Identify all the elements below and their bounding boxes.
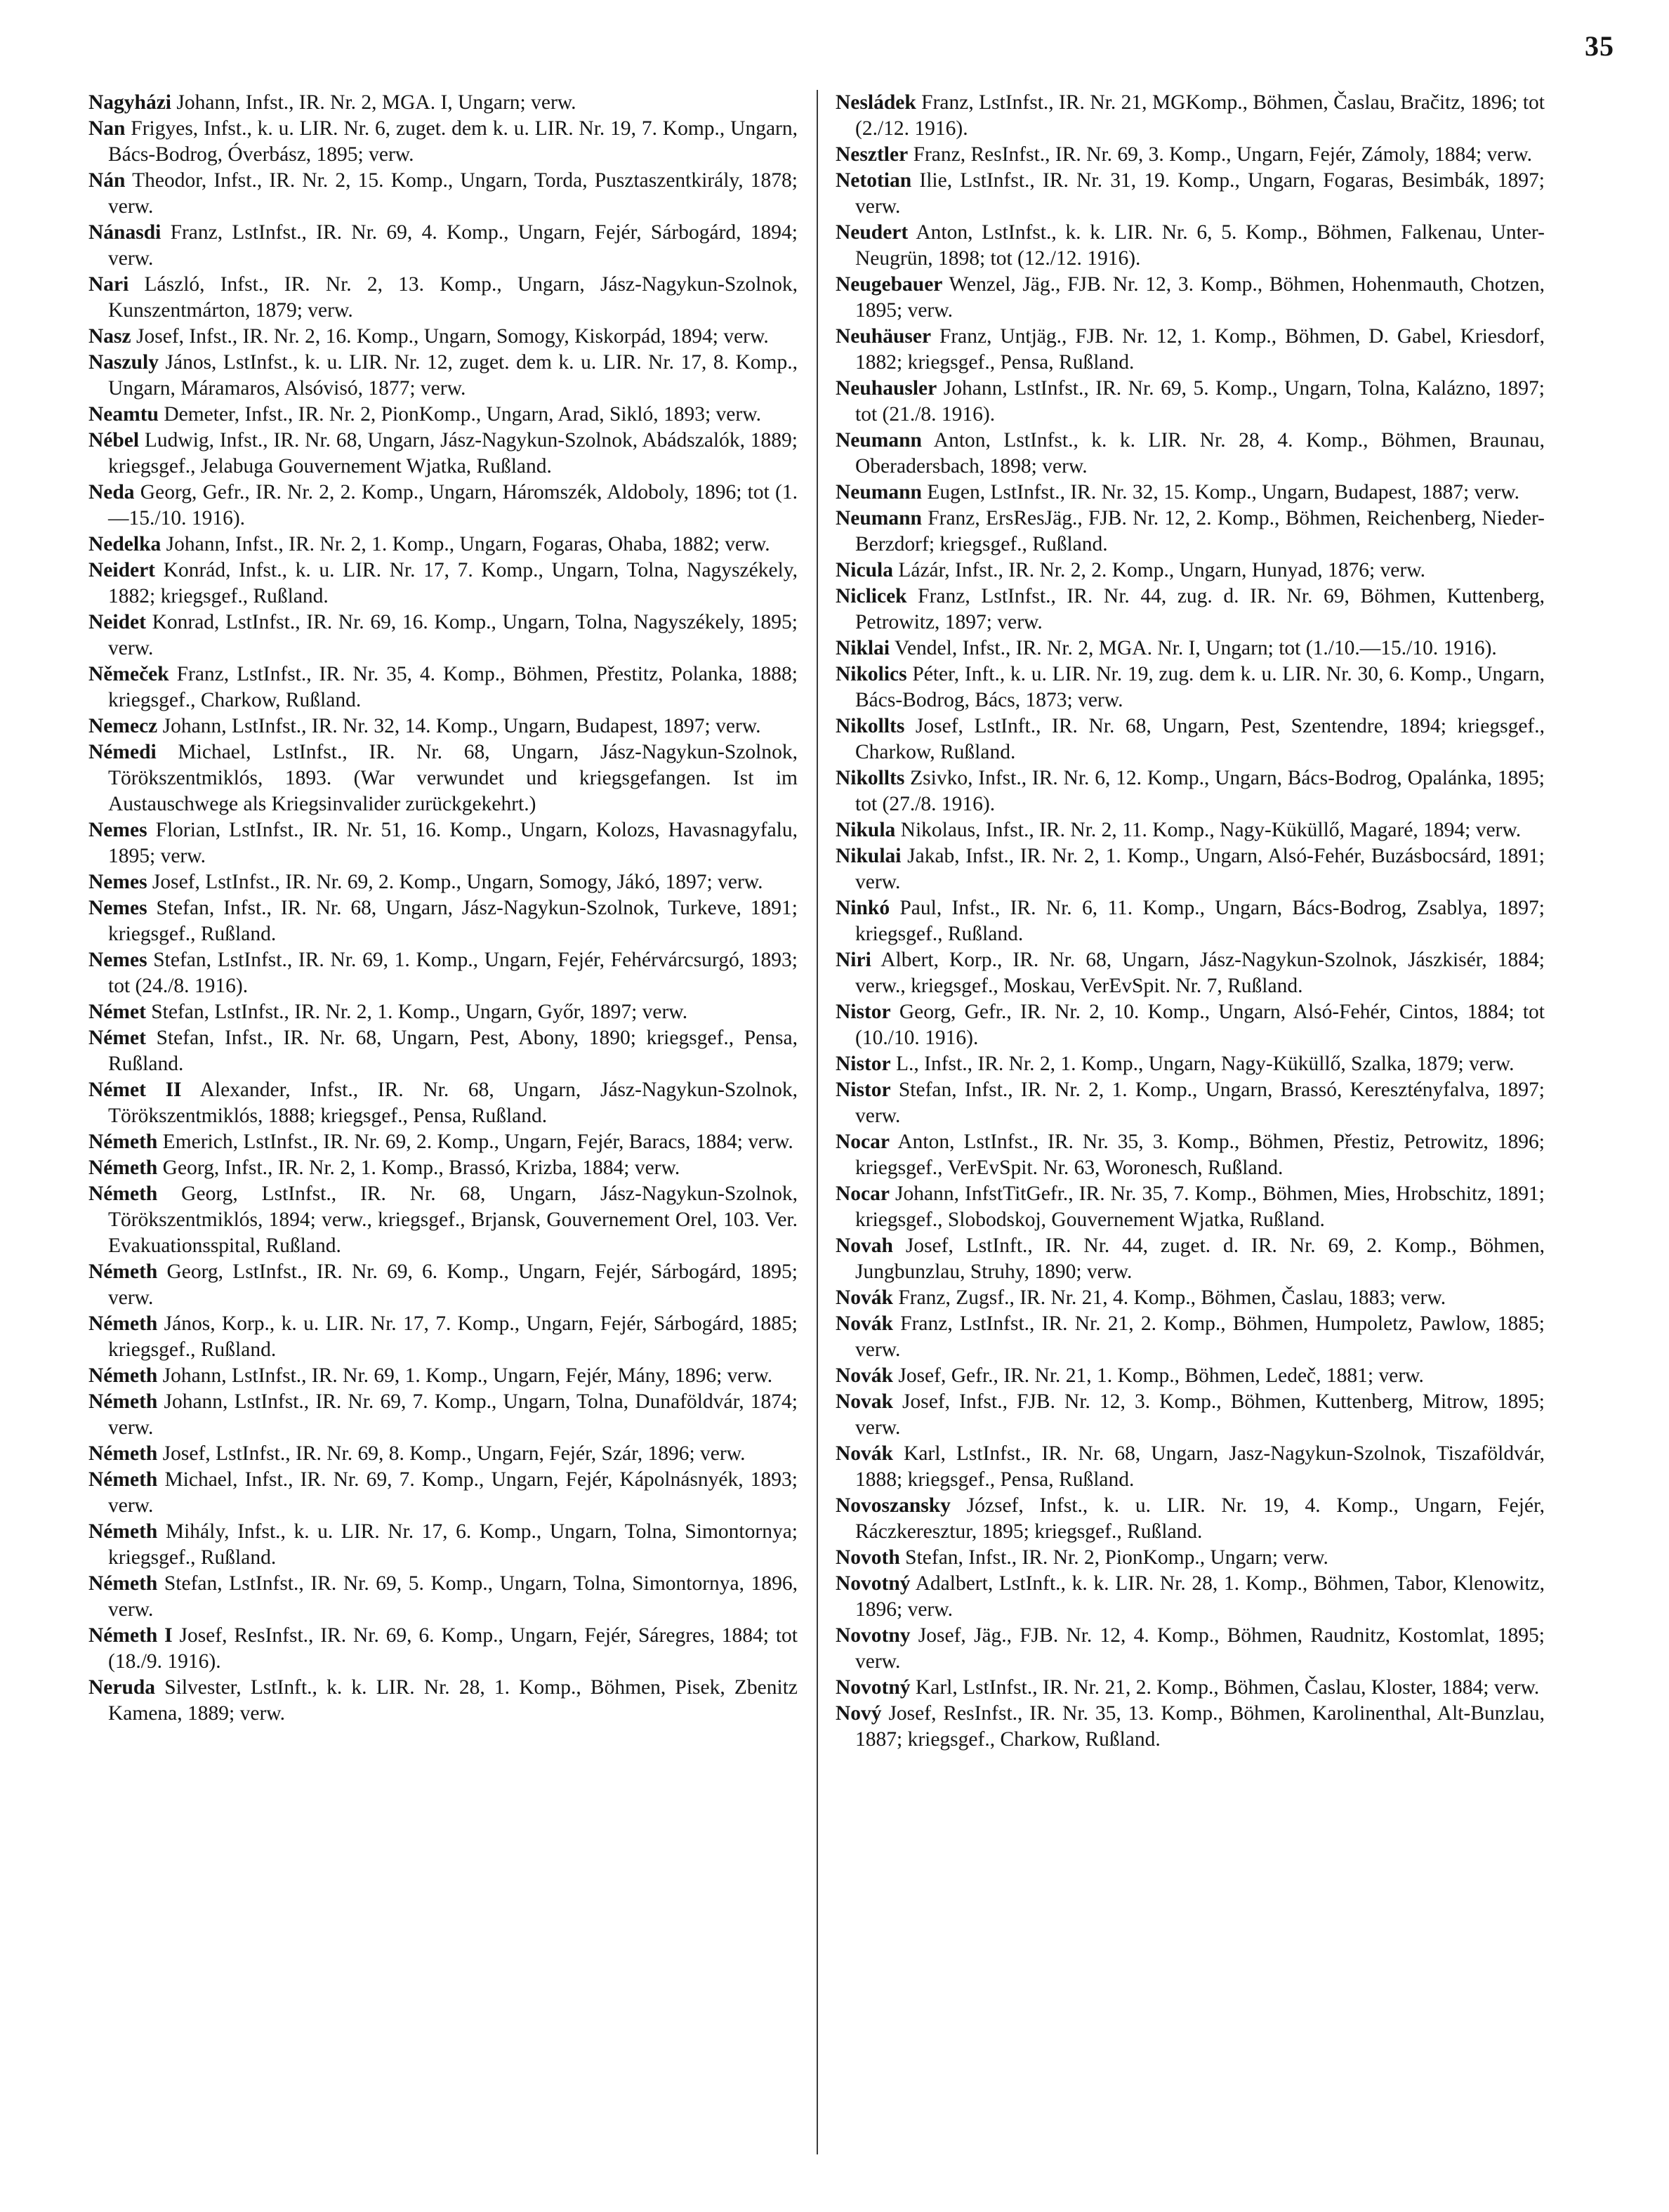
list-entry [836, 947, 1545, 999]
list-entry [88, 350, 798, 402]
entry-details: Stefan, LstInfst., IR. Nr. 2, 1. Komp., Ungarn, Győr, 1897; verw. [145, 1001, 688, 1023]
entry-surname: Novak [836, 1390, 893, 1413]
entry-surname: Novák [836, 1364, 893, 1387]
list-entry [836, 1311, 1545, 1363]
entry-surname: Novotny [836, 1624, 911, 1647]
list-entry [836, 142, 1545, 168]
entry-details: Franz, LstInfst., IR. Nr. 21, 2. Komp., Böhmen, Humpoletz, Pawlow, 1885; verw. [855, 1312, 1545, 1361]
entry-surname: Nemes [88, 897, 147, 919]
entry-surname: Netotian [836, 169, 912, 192]
list-entry [88, 1363, 798, 1389]
list-entry [88, 1467, 798, 1519]
list-entry [88, 739, 798, 817]
entry-surname: Németh [88, 1468, 158, 1491]
list-entry [836, 1129, 1545, 1181]
entry-details: Michael, LstInfst., IR. Nr. 68, Ungarn, Jász-Nagykun-Szolnok, Törökszentmiklós, 1893. (War verwundet und kriegsgefangen. Ist im Austauschwege als Kriegsinvalider zurückgekehrt.) [108, 741, 798, 815]
entry-details: Karl, LstInfst., IR. Nr. 68, Ungarn, Jasz-Nagykun-Szolnok, Tiszaföldvár, 1888; kriegsgef., Pensa, Rußland. [855, 1442, 1545, 1491]
entry-surname: Németh I [88, 1624, 173, 1647]
list-entry [836, 661, 1545, 713]
entry-surname: Novák [836, 1312, 893, 1335]
entry-details: Johann, LstInfst., IR. Nr. 69, 1. Komp., Ungarn, Fejér, Mány, 1896; verw. [157, 1364, 773, 1387]
list-entry [836, 376, 1545, 428]
entry-details: L., Infst., IR. Nr. 2, 1. Komp., Ungarn, Nagy-Küküllő, Szalka, 1879; verw. [890, 1053, 1515, 1075]
list-entry [836, 1181, 1545, 1233]
page-number: 35 [1585, 30, 1614, 62]
entry-details: Josef, Gefr., IR. Nr. 21, 1. Komp., Böhmen, Ledeč, 1881; verw. [892, 1364, 1424, 1387]
list-entry [88, 1259, 798, 1311]
list-entry [836, 1077, 1545, 1129]
list-entry [836, 272, 1545, 324]
entry-surname: Novák [836, 1286, 893, 1309]
entry-surname: Neruda [88, 1676, 156, 1699]
entry-details: Emerich, LstInfst., IR. Nr. 69, 2. Komp., Ungarn, Fejér, Baracs, 1884; verw. [157, 1131, 793, 1153]
entry-surname: Németh [88, 1572, 158, 1595]
list-entry [836, 1545, 1545, 1571]
entry-details: Konrad, LstInfst., IR. Nr. 69, 16. Komp., Ungarn, Tolna, Nagyszékely, 1895; verw. [108, 611, 798, 659]
list-entry [88, 1025, 798, 1077]
list-entry [88, 895, 798, 947]
list-entry [836, 480, 1545, 506]
list-entry [836, 1441, 1545, 1493]
entry-surname: Neumann [836, 507, 922, 529]
entry-surname: Nesládek [836, 91, 916, 114]
list-entry [88, 1441, 798, 1467]
entry-details: Adalbert, LstInft., k. k. LIR. Nr. 28, 1. Komp., Böhmen, Tabor, Klenowitz, 1896; verw. [855, 1572, 1545, 1621]
entry-details: Demeter, Infst., IR. Nr. 2, PionKomp., Ungarn, Arad, Sikló, 1893; verw. [158, 403, 761, 426]
entry-surname: Niklai [836, 637, 890, 659]
entry-details: Johann, LstInfst., IR. Nr. 69, 5. Komp., Ungarn, Tolna, Kalázno, 1897; tot (21./8. 1916). [855, 377, 1545, 426]
entry-surname: Német [88, 1027, 146, 1049]
list-entry [836, 999, 1545, 1051]
entry-surname: Németh [88, 1131, 158, 1153]
entry-details: Florian, LstInfst., IR. Nr. 51, 16. Komp., Ungarn, Kolozs, Havasnagyfalu, 1895; verw. [108, 819, 798, 867]
list-entry [836, 324, 1545, 376]
entry-surname: Novoszansky [836, 1494, 951, 1517]
entry-details: Albert, Korp., IR. Nr. 68, Ungarn, Jász-Nagykun-Szolnok, Jászkisér, 1884; verw., kriegsgef., Moskau, VerEvSpit. Nr. 7, Rußland. [855, 949, 1545, 997]
entry-details: Franz, LstInfst., IR. Nr. 35, 4. Komp., Böhmen, Přestitz, Polanka, 1888; kriegsgef., Charkow, Rußland. [108, 663, 798, 711]
entry-surname: Nemes [88, 949, 147, 971]
list-entry [88, 1311, 798, 1363]
list-entry [836, 1051, 1545, 1077]
entry-surname: Niclicek [836, 585, 907, 607]
entry-surname: Nicula [836, 559, 893, 581]
entry-surname: Nasz [88, 325, 131, 348]
list-entry [88, 610, 798, 661]
list-entry [836, 817, 1545, 843]
list-entry [88, 1155, 798, 1181]
entry-details: Stefan, LstInfst., IR. Nr. 69, 5. Komp., Ungarn, Tolna, Simontornya, 1896, verw. [108, 1572, 798, 1621]
left-column [88, 90, 798, 2154]
entry-details: Franz, Zugsf., IR. Nr. 21, 4. Komp., Böhmen, Časlau, 1883; verw. [892, 1286, 1446, 1309]
entry-surname: Németh [88, 1183, 158, 1205]
entry-details: József, Infst., k. u. LIR. Nr. 19, 4. Komp., Ungarn, Fejér, Ráczkeresztur, 1895; kriegsgef., Rußland. [855, 1494, 1545, 1543]
entry-surname: Nemes [88, 871, 147, 893]
entry-surname: Némedi [88, 741, 157, 763]
entry-surname: Novák [836, 1442, 893, 1465]
entry-details: Lázár, Infst., IR. Nr. 2, 2. Komp., Ungarn, Hunyad, 1876; verw. [892, 559, 1425, 581]
list-entry [88, 480, 798, 532]
list-entry [88, 1675, 798, 1727]
entry-surname: Németh [88, 1520, 158, 1543]
entry-details: Josef, Jäg., FJB. Nr. 12, 4. Komp., Böhmen, Raudnitz, Kostomlat, 1895; verw. [855, 1624, 1545, 1673]
list-entry [836, 843, 1545, 895]
list-entry [836, 506, 1545, 558]
entry-surname: Nagyházi [88, 91, 171, 114]
list-entry [88, 1571, 798, 1623]
entry-details: Paul, Infst., IR. Nr. 6, 11. Komp., Ungarn, Bács-Bodrog, Zsablya, 1897; kriegsgef., Rußland. [855, 897, 1545, 945]
list-entry [88, 1623, 798, 1675]
entry-details: Josef, LstInft., IR. Nr. 68, Ungarn, Pest, Szentendre, 1894; kriegsgef., Charkow, Rußland. [855, 715, 1545, 763]
entry-details: Zsivko, Infst., IR. Nr. 6, 12. Komp., Ungarn, Bács-Bodrog, Opalánka, 1895; tot (27./8. 1916). [855, 767, 1545, 815]
entry-surname: Nemes [88, 819, 147, 841]
entry-surname: Nikollts [836, 767, 905, 789]
list-entry [836, 1233, 1545, 1285]
entry-surname: Neuhausler [836, 377, 937, 400]
entry-surname: Nari [88, 273, 129, 296]
entry-details: Anton, LstInfst., IR. Nr. 35, 3. Komp., Böhmen, Přestiz, Petrowitz, 1896; kriegsgef., VerEvSpit. Nr. 63, Woronesch, Rußland. [855, 1131, 1545, 1179]
entry-details: Josef, LstInfst., IR. Nr. 69, 8. Komp., Ungarn, Fejér, Szár, 1896; verw. [157, 1442, 746, 1465]
entry-details: Johann, Infst., IR. Nr. 2, MGA. I, Ungarn; verw. [171, 91, 576, 114]
entry-details: Mihály, Infst., k. u. LIR. Nr. 17, 6. Komp., Ungarn, Tolna, Simontornya; kriegsgef., Rußland. [108, 1520, 798, 1569]
list-entry [836, 895, 1545, 947]
entry-surname: Neuhäuser [836, 325, 932, 348]
entry-surname: Németh [88, 1390, 158, 1413]
entry-details: Alexander, Infst., IR. Nr. 68, Ungarn, Jász-Nagykun-Szolnok, Törökszentmiklós, 1888; kriegsgef., Pensa, Rußland. [108, 1079, 798, 1127]
entry-details: Ilie, LstInfst., IR. Nr. 31, 19. Komp., Ungarn, Fogaras, Besimbák, 1897; verw. [855, 169, 1545, 218]
entry-details: Josef, ResInfst., IR. Nr. 69, 6. Komp., Ungarn, Fejér, Sáregres, 1884; tot (18./9. 1916). [108, 1624, 798, 1673]
entry-surname: Németh [88, 1157, 158, 1179]
entry-details: Vendel, Infst., IR. Nr. 2, MGA. Nr. I, Ungarn; tot (1./10.—15./10. 1916). [890, 637, 1497, 659]
entry-surname: Němeček [88, 663, 169, 685]
list-entry [88, 999, 798, 1025]
entry-surname: Németh [88, 1312, 158, 1335]
entry-details: Franz, LstInfst., IR. Nr. 69, 4. Komp., Ungarn, Fejér, Sárbogárd, 1894; verw. [108, 221, 798, 270]
list-entry [836, 558, 1545, 584]
entry-surname: Neidert [88, 559, 156, 581]
list-entry [88, 324, 798, 350]
entry-surname: Nistor [836, 1053, 891, 1075]
entry-surname: Ninkó [836, 897, 890, 919]
entry-details: Nikolaus, Infst., IR. Nr. 2, 11. Komp., Nagy-Küküllő, Magaré, 1894; verw. [895, 819, 1522, 841]
entry-surname: Neumann [836, 481, 922, 503]
entry-surname: Niri [836, 949, 871, 971]
entry-surname: Nistor [836, 1079, 891, 1101]
entry-details: Johann, Infst., IR. Nr. 2, 1. Komp., Ungarn, Fogaras, Ohaba, 1882; verw. [161, 533, 770, 555]
entry-surname: Neamtu [88, 403, 159, 426]
entry-details: Frigyes, Infst., k. u. LIR. Nr. 6, zuget. dem k. u. LIR. Nr. 19, 7. Komp., Ungarn, Bács-Bodrog, Óverbász, 1895; verw. [108, 117, 798, 166]
entry-details: János, LstInfst., k. u. LIR. Nr. 12, zuget. dem k. u. LIR. Nr. 17, 8. Komp., Ungarn, Máramaros, Alsóvisó, 1877; verw. [108, 351, 798, 400]
entry-details: Georg, LstInfst., IR. Nr. 68, Ungarn, Jász-Nagykun-Szolnok, Törökszentmiklós, 1894; verw., kriegsgef., Brjansk, Gouvernement Orel, 103. Ver. Evakuationsspital, Rußland. [108, 1183, 798, 1257]
list-entry [88, 116, 798, 168]
entry-details: Jakab, Infst., IR. Nr. 2, 1. Komp., Ungarn, Alsó-Fehér, Buzásbocsárd, 1891; verw. [855, 845, 1545, 893]
entry-details: Péter, Inft., k. u. LIR. Nr. 19, zug. dem k. u. LIR. Nr. 30, 6. Komp., Ungarn, Bács-Bodrog, Bács, 1873; verw. [855, 663, 1545, 711]
list-entry [836, 1493, 1545, 1545]
entry-details: Silvester, LstInft., k. k. LIR. Nr. 28, 1. Komp., Böhmen, Pisek, Zbenitz Kamena, 1889; verw. [108, 1676, 798, 1725]
list-entry [836, 1285, 1545, 1311]
entry-details: Georg, Infst., IR. Nr. 2, 1. Komp., Brassó, Krizba, 1884; verw. [157, 1157, 680, 1179]
list-entry [836, 1623, 1545, 1675]
entry-details: Stefan, Infst., IR. Nr. 68, Ungarn, Jász-Nagykun-Szolnok, Turkeve, 1891; kriegsgef., Rußland. [108, 897, 798, 945]
entry-details: Georg, LstInfst., IR. Nr. 69, 6. Komp., Ungarn, Fejér, Sárbogárd, 1895; verw. [108, 1260, 798, 1309]
list-entry [836, 428, 1545, 480]
entry-details: Josef, Infst., IR. Nr. 2, 16. Komp., Ungarn, Somogy, Kiskorpád, 1894; verw. [131, 325, 769, 348]
entry-surname: Neda [88, 481, 135, 503]
entry-details: Josef, LstInfst., IR. Nr. 69, 2. Komp., Ungarn, Somogy, Jákó, 1897; verw. [147, 871, 763, 893]
entry-surname: Nikulai [836, 845, 902, 867]
entry-details: Johann, LstInfst., IR. Nr. 69, 7. Komp., Ungarn, Tolna, Dunaföldvár, 1874; verw. [108, 1390, 798, 1439]
entry-details: Ludwig, Infst., IR. Nr. 68, Ungarn, Jász-Nagykun-Szolnok, Abádszalók, 1889; kriegsgef., Jelabuga Gouvernement Wjatka, Rußland. [108, 429, 798, 478]
entry-surname: Nébel [88, 429, 140, 452]
entry-details: Franz, LstInfst., IR. Nr. 21, MGKomp., Böhmen, Časlau, Bračitz, 1896; tot (2./12. 1916). [855, 91, 1545, 140]
column-divider [817, 90, 818, 2154]
entry-surname: Nánasdi [88, 221, 161, 244]
list-entry [88, 90, 798, 116]
entry-surname: Német II [88, 1079, 182, 1101]
list-entry [88, 558, 798, 610]
entry-details: Franz, ErsResJäg., FJB. Nr. 12, 2. Komp., Böhmen, Reichenberg, Nieder-Berzdorf; kriegsgef., Rußland. [855, 507, 1545, 555]
list-entry [836, 1389, 1545, 1441]
list-entry [88, 817, 798, 869]
list-entry [88, 1129, 798, 1155]
entry-surname: Nistor [836, 1001, 891, 1023]
entry-details: Johann, InfstTitGefr., IR. Nr. 35, 7. Komp., Böhmen, Mies, Hrobschitz, 1891; kriegsgef., Slobodskoj, Gouvernement Wjatka, Rußland. [855, 1183, 1545, 1231]
entry-details: Stefan, LstInfst., IR. Nr. 69, 1. Komp., Ungarn, Fejér, Fehérvárcsurgó, 1893; tot (24./8. 1916). [108, 949, 798, 997]
entry-details: Anton, LstInfst., k. k. LIR. Nr. 6, 5. Komp., Böhmen, Falkenau, Unter-Neugrün, 1898; tot (12./12. 1916). [855, 221, 1545, 270]
entry-details: Stefan, Infst., IR. Nr. 2, 1. Komp., Ungarn, Brassó, Keresztényfalva, 1897; verw. [855, 1079, 1545, 1127]
entry-details: László, Infst., IR. Nr. 2, 13. Komp., Ungarn, Jász-Nagykun-Szolnok, Kunszentmárton, 1879; verw. [108, 273, 798, 322]
entry-details: Eugen, LstInfst., IR. Nr. 32, 15. Komp., Ungarn, Budapest, 1887; verw. [921, 481, 1519, 503]
entry-surname: Nový [836, 1702, 882, 1725]
list-entry [88, 713, 798, 739]
list-entry [836, 765, 1545, 817]
entry-details: Josef, ResInfst., IR. Nr. 35, 13. Komp., Böhmen, Karolinenthal, Alt-Bunzlau, 1887; kriegsgef., Charkow, Rußland. [855, 1702, 1545, 1751]
entry-surname: Neumann [836, 429, 922, 452]
list-entry [836, 168, 1545, 220]
list-entry [88, 220, 798, 272]
entry-surname: Németh [88, 1260, 158, 1283]
list-entry [88, 402, 798, 428]
list-entry [88, 869, 798, 895]
list-entry [88, 1077, 798, 1129]
entry-details: Michael, Infst., IR. Nr. 69, 7. Komp., Ungarn, Fejér, Kápolnásnyék, 1893; verw. [108, 1468, 798, 1517]
entry-details: Georg, Gefr., IR. Nr. 2, 2. Komp., Ungarn, Háromszék, Aldoboly, 1896; tot (1.—15./10. 1916). [108, 481, 798, 529]
entry-details: Stefan, Infst., IR. Nr. 2, PionKomp., Ungarn; verw. [899, 1546, 1328, 1569]
list-entry [88, 272, 798, 324]
entry-details: Josef, LstInft., IR. Nr. 44, zuget. d. IR. Nr. 69, 2. Komp., Böhmen, Jungbunzlau, Struhy, 1890; verw. [855, 1235, 1545, 1283]
list-entry [836, 1675, 1545, 1701]
entry-surname: Nocar [836, 1183, 890, 1205]
entry-details: Franz, Untjäg., FJB. Nr. 12, 1. Komp., Böhmen, D. Gabel, Kriesdorf, 1882; kriegsgef., Pensa, Rußland. [855, 325, 1545, 374]
entry-surname: Nesztler [836, 143, 909, 166]
entry-details: Georg, Gefr., IR. Nr. 2, 10. Komp., Ungarn, Alsó-Fehér, Cintos, 1884; tot (10./10. 1916). [855, 1001, 1545, 1049]
entry-details: Stefan, Infst., IR. Nr. 68, Ungarn, Pest, Abony, 1890; kriegsgef., Pensa, Rußland. [108, 1027, 798, 1075]
entry-surname: Nán [88, 169, 126, 192]
list-entry [836, 1701, 1545, 1753]
entry-surname: Neugebauer [836, 273, 943, 296]
entry-details: Karl, LstInfst., IR. Nr. 21, 2. Komp., Böhmen, Časlau, Kloster, 1884; verw. [910, 1676, 1540, 1699]
entry-surname: Nedelka [88, 533, 161, 555]
entry-surname: Novotný [836, 1676, 911, 1699]
entry-surname: Neidet [88, 611, 146, 633]
list-entry [88, 1389, 798, 1441]
entry-details: Konrád, Infst., k. u. LIR. Nr. 17, 7. Komp., Ungarn, Tolna, Nagyszékely, 1882; kriegsgef., Rußland. [108, 559, 798, 607]
entry-surname: Neudert [836, 221, 909, 244]
entry-details: Franz, LstInfst., IR. Nr. 44, zug. d. IR. Nr. 69, Böhmen, Kuttenberg, Petrowitz, 1897; verw. [855, 585, 1545, 633]
list-entry [88, 532, 798, 558]
right-column [836, 90, 1545, 2154]
list-entry [836, 90, 1545, 142]
entry-details: Theodor, Infst., IR. Nr. 2, 15. Komp., Ungarn, Torda, Pusztaszentkirály, 1878; verw. [108, 169, 798, 218]
list-entry [88, 1519, 798, 1571]
entry-surname: Novotný [836, 1572, 911, 1595]
list-entry [88, 661, 798, 713]
list-entry [836, 220, 1545, 272]
entry-surname: Nikula [836, 819, 896, 841]
list-entry [88, 428, 798, 480]
entry-details: Johann, LstInfst., IR. Nr. 32, 14. Komp., Ungarn, Budapest, 1897; verw. [157, 715, 761, 737]
list-entry [836, 636, 1545, 661]
list-entry [836, 584, 1545, 636]
entry-details: Josef, Infst., FJB. Nr. 12, 3. Komp., Böhmen, Kuttenberg, Mitrow, 1895; verw. [855, 1390, 1545, 1439]
list-entry [836, 1363, 1545, 1389]
list-entry [88, 1181, 798, 1259]
list-entry [88, 947, 798, 999]
entry-details: János, Korp., k. u. LIR. Nr. 17, 7. Komp., Ungarn, Fejér, Sárbogárd, 1885; kriegsgef., Rußland. [108, 1312, 798, 1361]
entry-details: Wenzel, Jäg., FJB. Nr. 12, 3. Komp., Böhmen, Hohenmauth, Chotzen, 1895; verw. [855, 273, 1545, 322]
entry-surname: Németh [88, 1364, 158, 1387]
entry-surname: Nikollts [836, 715, 905, 737]
entry-details: Franz, ResInfst., IR. Nr. 69, 3. Komp., Ungarn, Fejér, Zámoly, 1884; verw. [908, 143, 1533, 166]
entry-surname: Német [88, 1001, 146, 1023]
entry-surname: Novah [836, 1235, 893, 1257]
entry-surname: Naszuly [88, 351, 159, 374]
entry-details: Anton, LstInfst., k. k. LIR. Nr. 28, 4. Komp., Böhmen, Braunau, Oberadersbach, 1898; verw. [855, 429, 1545, 478]
entry-surname: Németh [88, 1442, 158, 1465]
list-entry [836, 713, 1545, 765]
list-entry [836, 1571, 1545, 1623]
entry-surname: Nikolics [836, 663, 907, 685]
entry-surname: Nan [88, 117, 126, 140]
list-entry [88, 168, 798, 220]
entry-surname: Nocar [836, 1131, 890, 1153]
entry-surname: Nemecz [88, 715, 158, 737]
entry-surname: Novoth [836, 1546, 900, 1569]
